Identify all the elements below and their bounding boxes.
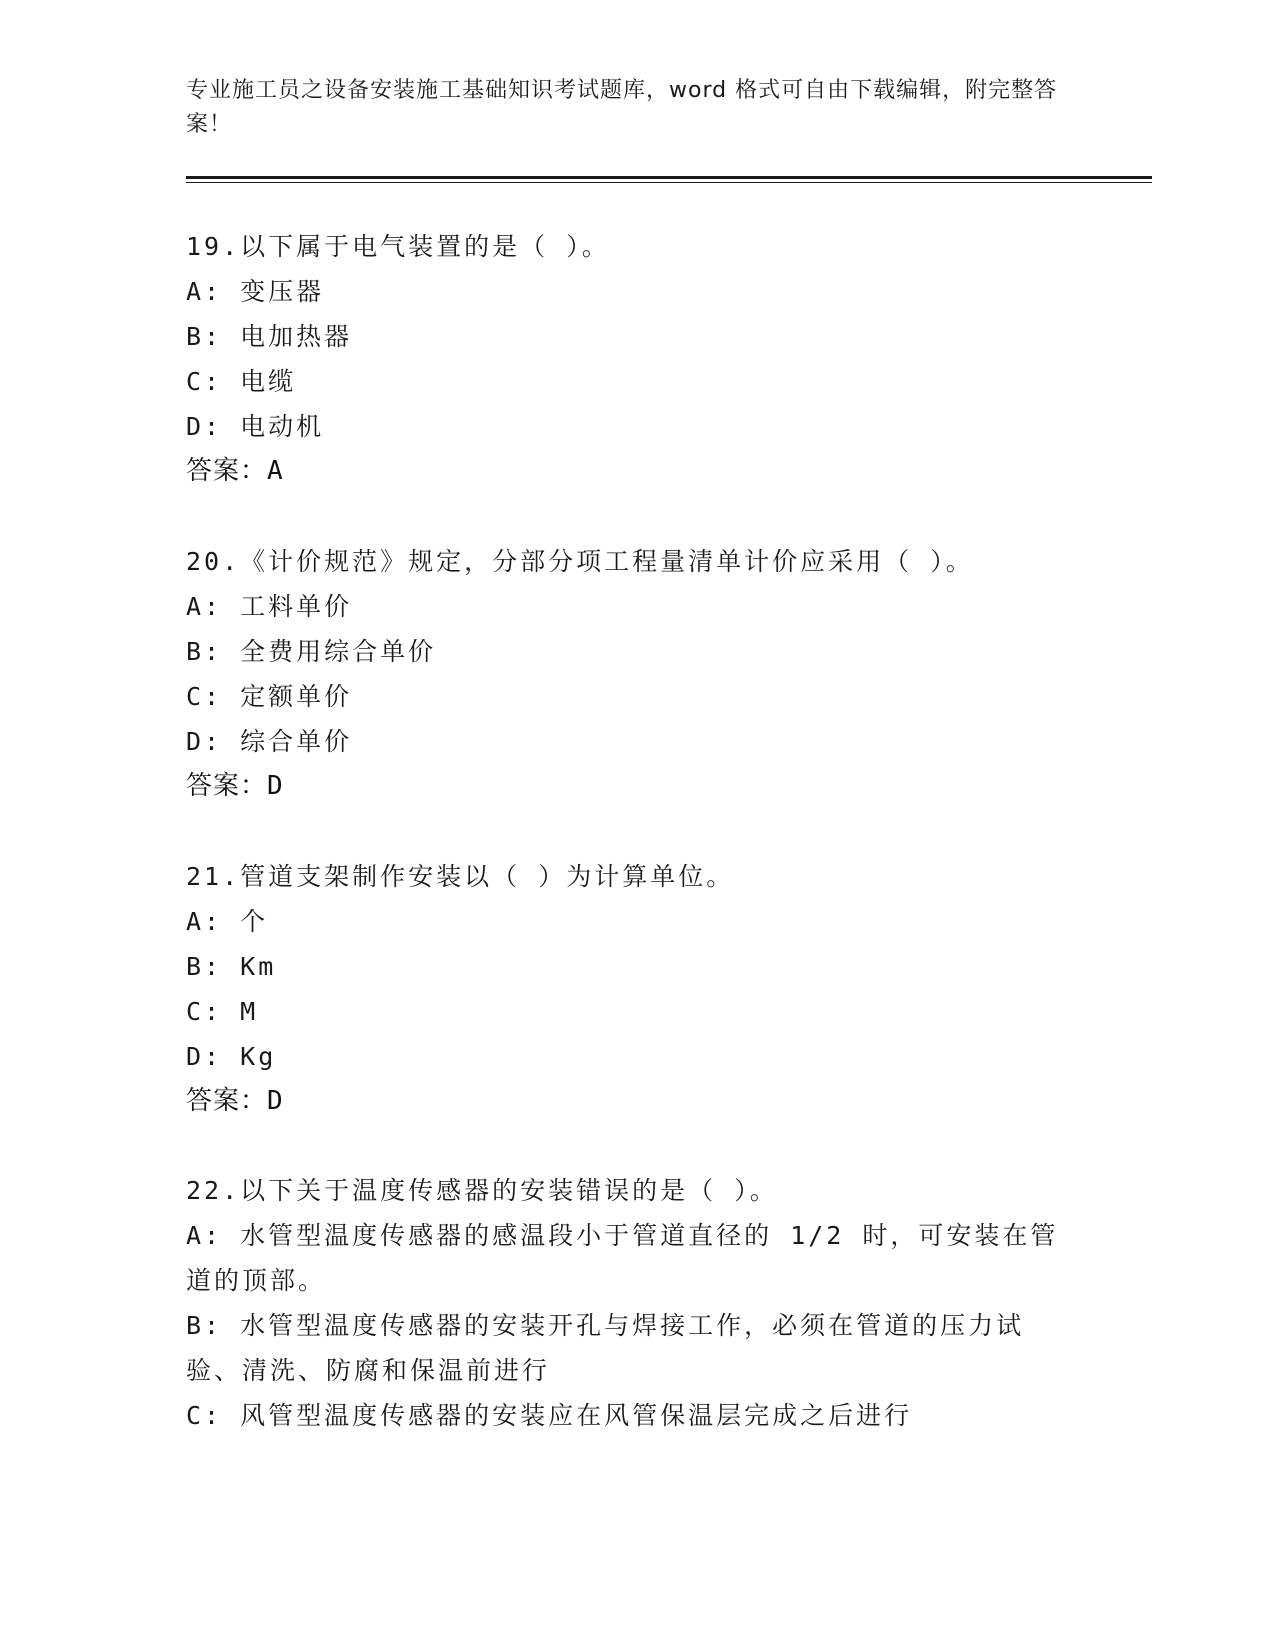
question-20 [186, 539, 1086, 809]
question-stem: 20.《计价规范》规定，分部分项工程量清单计价应采用（ ）。 [186, 547, 974, 576]
option-key: A: [186, 907, 241, 936]
question-stem: 19.以下属于电气装置的是（ ）。 [186, 232, 610, 261]
question-22 [186, 1168, 1086, 1438]
answer-label: 答案： [186, 1086, 268, 1116]
option-c [186, 1393, 1066, 1438]
option-c [186, 989, 1086, 1034]
option-text: 电动机 [240, 412, 325, 441]
header-divider-thick [186, 176, 1152, 179]
option-key: A: [186, 592, 241, 621]
answer-line [186, 1079, 1086, 1124]
option-text: 工料单价 [240, 592, 353, 621]
option-text: 水管型温度传感器的感温段小于管道直径的 1/2 时，可安装在管道的顶部。 [186, 1221, 1059, 1295]
question-19 [186, 224, 1086, 494]
option-key: A: [186, 277, 241, 306]
option-key: B: [186, 637, 241, 666]
option-a [186, 1213, 1066, 1303]
option-text: 风管型温度传感器的安装应在风管保温层完成之后进行 [240, 1401, 913, 1430]
answer-label: 答案： [186, 771, 268, 801]
option-a [186, 584, 1086, 629]
option-text: 全费用综合单价 [240, 637, 437, 666]
option-key: D: [186, 1042, 241, 1071]
option-text: M [240, 997, 259, 1026]
option-key: D: [186, 412, 241, 441]
answer-label: 答案： [186, 456, 268, 486]
option-d [186, 1034, 1086, 1079]
answer-line [186, 449, 1086, 494]
header-divider-thin [186, 182, 1152, 183]
answer-value: A [267, 456, 284, 486]
option-key: B: [186, 322, 241, 351]
question-21 [186, 854, 1086, 1124]
option-key: C: [186, 1401, 241, 1430]
option-key: C: [186, 997, 241, 1026]
option-text: 电缆 [240, 367, 297, 396]
option-d [186, 719, 1086, 764]
option-b [186, 314, 1086, 359]
option-c [186, 359, 1086, 404]
option-a [186, 269, 1086, 314]
question-stem: 22.以下关于温度传感器的安装错误的是（ ）。 [186, 1176, 778, 1205]
option-text: 电加热器 [240, 322, 353, 351]
question-stem: 21.管道支架制作安装以（ ）为计算单位。 [186, 862, 735, 891]
option-c [186, 674, 1086, 719]
document-header-text: 专业施工员之设备安装施工基础知识考试题库，word 格式可自由下载编辑，附完整答案！ [186, 78, 1058, 137]
option-key: B: [186, 952, 241, 981]
option-b [186, 944, 1086, 989]
option-b [186, 1303, 1066, 1393]
option-text: Km [240, 952, 277, 981]
option-text: 定额单价 [240, 682, 353, 711]
answer-value: D [267, 1086, 284, 1116]
answer-line [186, 764, 1086, 809]
option-text: 变压器 [240, 277, 325, 306]
option-text: 水管型温度传感器的安装开孔与焊接工作，必须在管道的压力试验、清洗、防腐和保温前进行 [186, 1311, 1025, 1385]
option-d [186, 404, 1086, 449]
option-key: D: [186, 727, 241, 756]
option-b [186, 629, 1086, 674]
option-key: B: [186, 1311, 241, 1340]
option-a [186, 899, 1086, 944]
option-key: C: [186, 682, 241, 711]
option-text: Kg [240, 1042, 277, 1071]
option-text: 综合单价 [240, 727, 353, 756]
option-key: C: [186, 367, 241, 396]
option-text: 个 [240, 907, 269, 936]
answer-value: D [267, 771, 284, 801]
option-key: A: [186, 1221, 241, 1250]
